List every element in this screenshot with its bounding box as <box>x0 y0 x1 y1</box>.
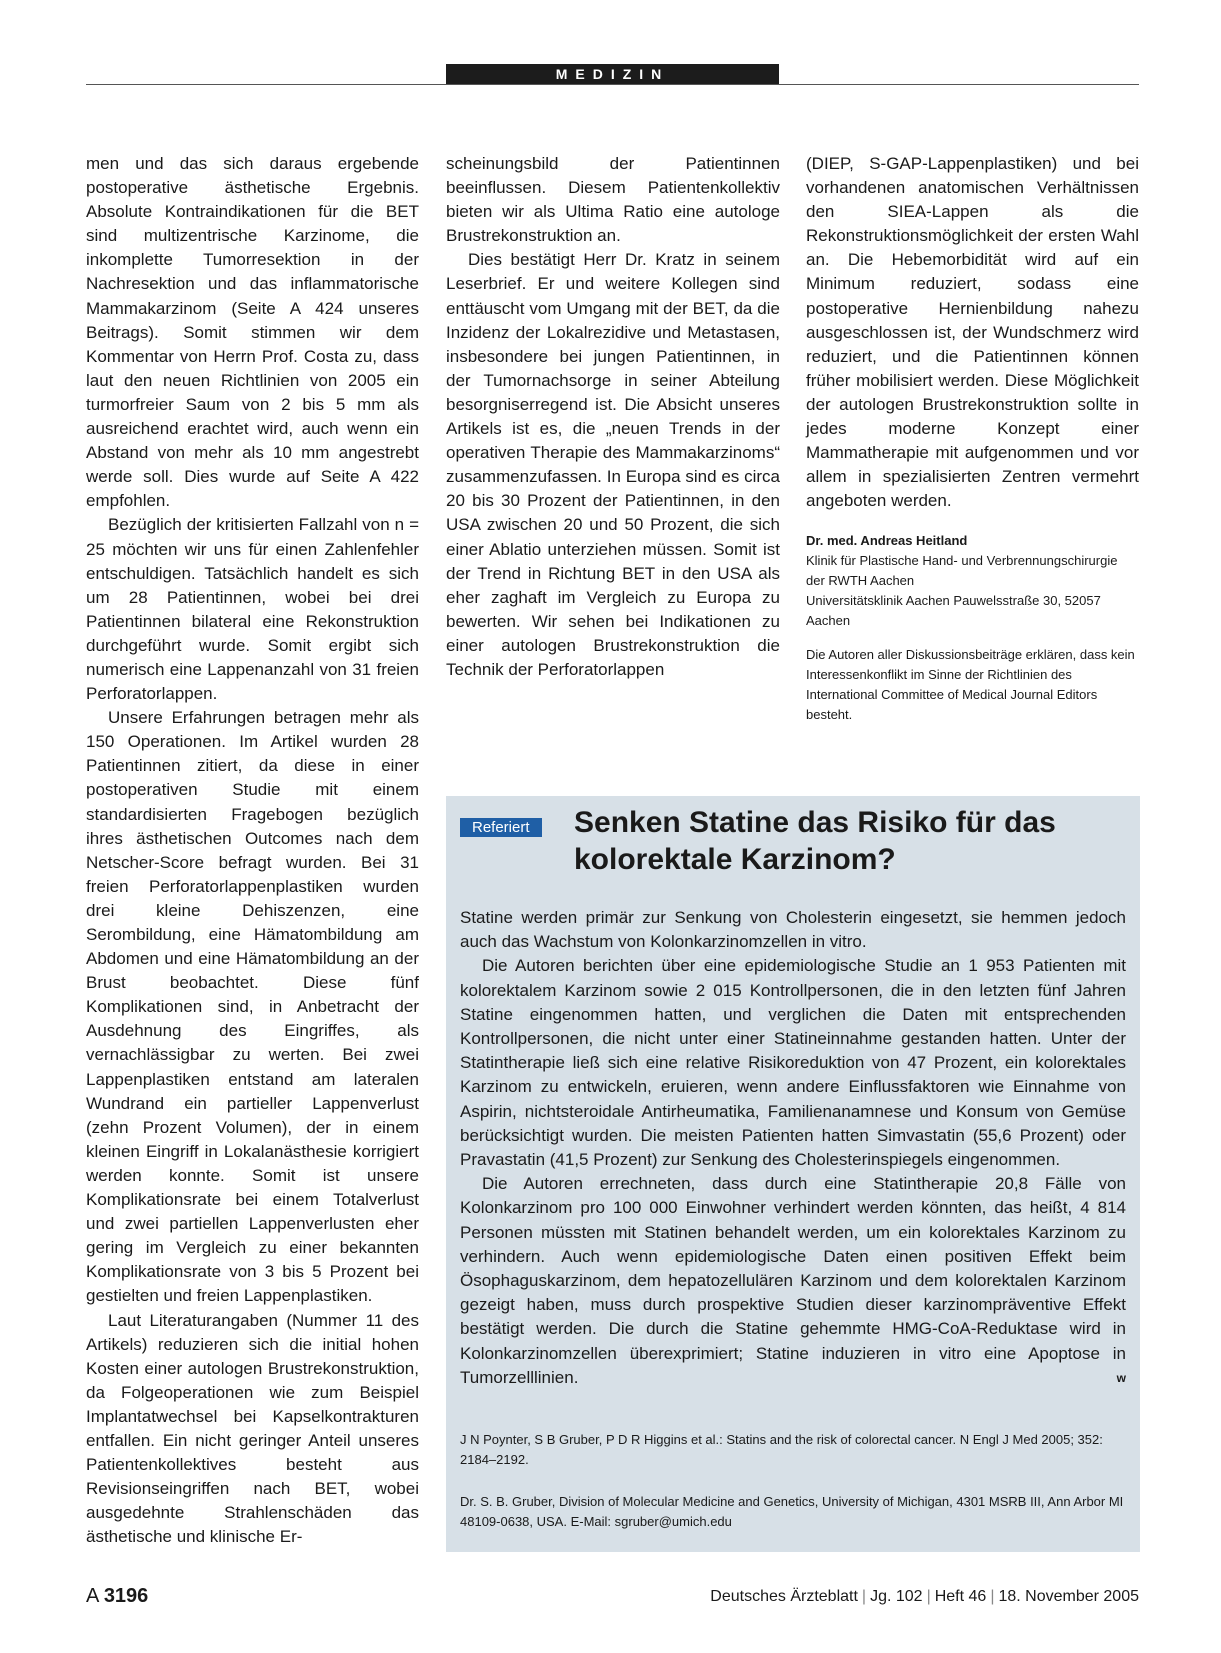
referiert-tag: Referiert <box>460 818 542 837</box>
journal-volume: Jg. 102 <box>870 1588 923 1605</box>
journal-issue: Heft 46 <box>934 1588 987 1605</box>
reference-citation: J N Poynter, S B Gruber, P D R Higgins et al.: Statins and the risk of colorectal cancer. N Engl J Med 2005; 352: 2184–2192. <box>460 1432 1103 1467</box>
referiert-box <box>446 796 1140 1552</box>
paragraph: scheinungsbild der Patientinnen beeinflussen. Diesem Patientenkollektiv bieten wir als Ultima Ratio eine autologe Brustrekonstruktion an. <box>446 154 780 246</box>
paragraph: men und das sich daraus ergebende postoperative ästhetische Ergebnis. Absolute Kontraindikationen für die BET sind multizentrische Karzinome, die inkomplette Tumorresektion in der Nachresektion und das inflammatorische Mammakarzinom (Seite A 424 unseres Beitrags). Somit stimmen wir dem Kommentar von Herrn Prof. Costa zu, dass laut den neuen Richtlinien von 2005 ein turmorfreier Saum von 2 bis 5 mm als ausreichend erachtet wird, auch wenn ein Abstand von mehr als 10 mm angestrebt werde soll. Dies wurde auf Seite A 422 empfohlen. <box>86 154 419 511</box>
journal-date: 18. November 2005 <box>998 1588 1139 1605</box>
box-body <box>460 906 1126 1390</box>
page-number <box>86 1585 148 1608</box>
article-column-3 <box>806 152 1139 725</box>
paragraph: Dies bestätigt Herr Dr. Kratz in seinem Leserbrief. Er und weitere Kollegen sind enttäuscht vom Umgang mit der BET, da die Inzidenz der Lokalrezidive und Metastasen, insbesondere bei jungen Patientinnen, in der Tumornachsorge in seiner Abteilung besorgniserregend ist. Die Absicht unseres Artikels ist es, die „neuen Trends in der operativen Therapie des Mammakarzinoms“ zusammenzufassen. In Europa sind es circa 20 bis 30 Prozent der Patientinnen, in den USA zwischen 20 und 50 Prozent, die sich einer Ablatio unterziehen müssen. Somit ist der Trend in Richtung BET in den USA als eher zaghaft im Vergleich zu Europa zu bewerten. Wir sehen bei Indikationen zu einer autologen Brustrekonstruktion die Technik der Perforatorlappen <box>446 250 780 679</box>
separator: | <box>926 1588 931 1605</box>
article-column-2 <box>446 152 780 682</box>
page-prefix: A <box>86 1585 99 1607</box>
paragraph <box>460 1172 1126 1390</box>
journal-name: Deutsches Ärzteblatt <box>710 1588 858 1605</box>
section-label: MEDIZIN <box>446 64 779 85</box>
paragraph-text: Die Autoren errechneten, dass durch eine Statintherapie 20,8 Fälle von Kolonkarzinom pro 100 000 Einwohner verhindert werden könnten, das heißt, 4 814 Personen müssten mit Statinen behandelt werden, um ein kolorektales Karzinom zu verhindern. Auch wenn epidemiologische Daten einen positiven Effekt beim Ösophaguskarzinom, dem hepatozellulären Karzinom und dem kolorektalen Karzinom gezeigt haben, muss durch prospektive Studien dieser karzinompräventive Effekt bestätigt werden. Die durch die Statine gehemmte HMG-CoA-Reduktase wird in Kolonkarzinomzellen überexprimiert; Statine induzieren in vitro eine Apoptose in Tumorzelllinien. <box>460 1174 1126 1387</box>
header-rule <box>86 84 1139 85</box>
journal-footer <box>710 1588 1139 1606</box>
author-address: Universitätsklinik Aachen Pauwelsstraße 30, 52057 Aachen <box>806 593 1101 629</box>
paragraph: Laut Literaturangaben (Nummer 11 des Artikels) reduzieren sich die initial hohen Kosten einer autologen Brustrekonstruktion, da Folgeoperationen wie zum Beispiel Implantatwechsel bei Kapselkontrakturen entfallen. Ein nicht geringer Anteil unseres Patientenkollektives besteht aus Revisionseingriffen nach BET, wobei ausgedehnte Strahlenschäden das ästhetische und klinische Er- <box>86 1310 419 1547</box>
separator: | <box>990 1588 995 1605</box>
conflict-disclosure: Die Autoren aller Diskussionsbeiträge erklären, dass kein Interessenkonflikt im Sinne der Richtlinien des International Committee of Medical Journal Editors besteht. <box>806 647 1135 723</box>
article-column-1 <box>86 152 419 1549</box>
paragraph: (DIEP, S-GAP-Lappenplastiken) und bei vorhandenen anatomischen Verhältnissen den SIEA-Lappen als die Rekonstruktionsmöglichkeit der ersten Wahl an. Die Hebemorbidität wird auf ein Minimum reduziert, sodass eine postoperative Hernienbildung nahezu ausgeschlossen ist, der Wundschmerz wird reduziert, und die Patientinnen können früher mobilisiert werden. Diese Möglichkeit der autologen Brustrekonstruktion sollte in jedes moderne Konzept einer Mammatherapie mit aufgenommen und vor allem in spezialisierten Zentren vermehrt angeboten werden. <box>806 154 1139 511</box>
paragraph: Statine werden primär zur Senkung von Cholesterin eingesetzt, sie hemmen jedoch auch das Wachstum von Kolonkarzinomzellen in vitro. <box>460 908 1126 952</box>
paragraph: Die Autoren berichten über eine epidemiologische Studie an 1 953 Patienten mit kolorektalem Karzinom sowie 2 015 Kontrollpersonen, die in den letzten fünf Jahren Statine eingenommen hatten, und verglichen die Daten mit entsprechenden Kontrollpersonen, die nicht unter einer Statineinnahme gestanden hatten. Unter der Statintherapie ließ sich eine relative Risikoreduktion von 47 Prozent, ein kolorektales Karzinom zu entwickeln, eruieren, wenn andere Einflussfaktoren wie Einnahme von Aspirin, nichtsteroidale Antirheumatika, Familienanamnese und Konsum von Gemüse berücksichtigt wurden. Die meisten Patienten hatten Simvastatin (55,6 Prozent) oder Pravastatin (41,5 Prozent) zur Senkung des Cholesterinspiegels eingenommen. <box>460 956 1126 1170</box>
box-title: Senken Statine das Risiko für das kolorektale Karzinom? <box>574 806 1056 876</box>
reference-contact: Dr. S. B. Gruber, Division of Molecular Medicine and Genetics, University of Michigan, 4301 MSRB III, Ann Arbor MI 48109-0638, USA. E-Mail: sgruber@umich.edu <box>460 1494 1124 1529</box>
paragraph: Bezüglich der kritisierten Fallzahl von n = 25 möchten wir uns für einen Zahlenfehler entschuldigen. Tatsächlich handelt es sich um 28 Patientinnen, wobei bei drei Patientinnen bilateral eine Rekonstruktion durchgeführt wurde. Somit ergibt sich numerisch eine Lappenanzahl von 31 freien Perforatorlappen. <box>86 515 419 704</box>
author-signature <box>806 531 1139 631</box>
author-affiliation: Klinik für Plastische Hand- und Verbrennungschirurgie <box>806 553 1118 569</box>
page-number-value: 3196 <box>103 1585 149 1607</box>
author-name: Dr. med. Andreas Heitland <box>806 533 968 549</box>
paragraph: Unsere Erfahrungen betragen mehr als 150 Operationen. Im Artikel wurden 28 Patientinnen zitiert, da diese in einer postoperativen Studie mit einem standardisierten Fragebogen bezüglich ihres ästhetischen Outcomes nach dem Netscher-Score befragt wurden. Bei 31 freien Perforatorlappenplastiken wurden drei kleine Dehiszenzen, eine Serombildung, eine Hämatombildung am Abdomen und eine Hämatombildung an der Brust beobachtet. Diese fünf Komplikationen sind, in Anbetracht der Ausdehnung des Eingriffes, als vernachlässigbar zu werten. Bei zwei Lappenplastiken entstand am lateralen Wundrand ein partieller Lappenverlust (zehn Prozent Volumen), der in einem kleinen Eingriff in Lokalanästhesie korrigiert werden konnte. Somit ist unsere Komplikationsrate bei einem Totalverlust und zwei partiellen Lappenverlusten eher gering im Vergleich zu einer bekannten Komplikationsrate von 3 bis 5 Prozent bei gestielten und freien Lappenplastiken. <box>86 708 419 1306</box>
separator: | <box>861 1588 867 1605</box>
author-affiliation: der RWTH Aachen <box>806 573 915 589</box>
end-mark: w <box>1116 1370 1126 1385</box>
